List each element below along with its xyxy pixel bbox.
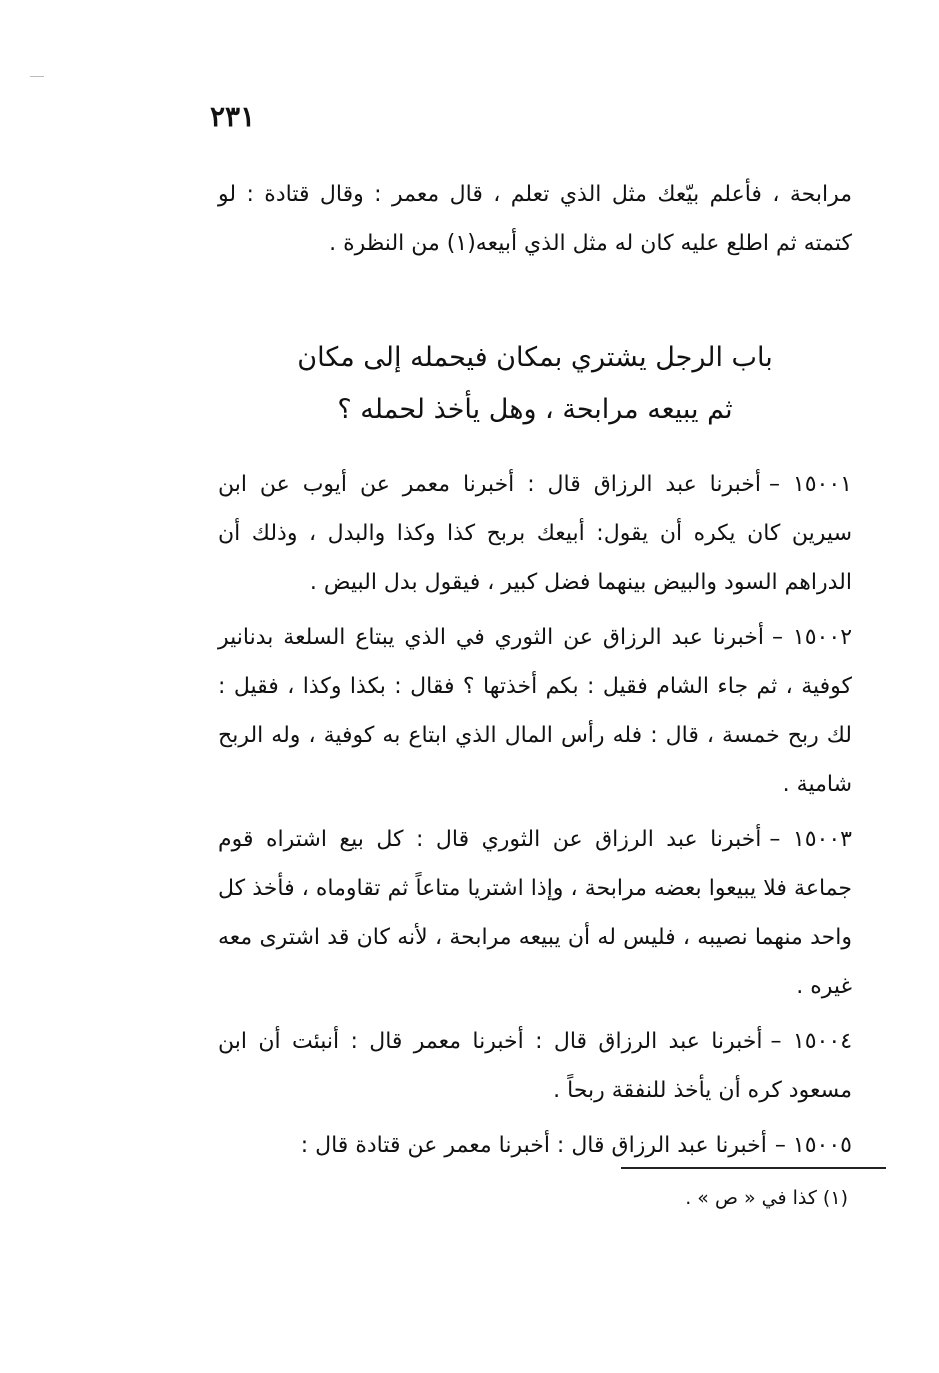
hadith-number: ١٥٠٠٣ – [769,827,852,852]
hadith-text: أخبرنا عبد الرزاق قال : أخبرنا معمر عن أيوب عن ابن سيرين كان يكره أن يقول: أبيعك بربح كذا وكذا والبدل ، وذلك أن الدراهم السود والبيض بينهما فضل كبير ، فيقول بدل البيض . [218,472,852,595]
hadith-entry [218,1121,852,1170]
hadith-number: ١٥٠٠٥ – [774,1133,852,1158]
hadith-number: ١٥٠٠٤ – [770,1029,853,1054]
hadith-entry [218,1017,852,1115]
hadith-text: أخبرنا عبد الرزاق عن الثوري في الذي يبتاع السلعة بدنانير كوفية ، ثم جاء الشام فقيل : بكم أخذتها ؟ فقال : بكذا وكذا ، فقيل : لك ربح خمسة ، قال : فله رأس المال الذي ابتاع به كوفية ، وله الربح شامية . [218,625,852,797]
hadith-number: ١٥٠٠٢ – [772,625,853,650]
chapter-title-line-1: باب الرجل يشتري بمكان فيحمله إلى مكان [297,342,773,373]
scan-mark [30,76,44,77]
hadith-text: أخبرنا عبد الرزاق عن الثوري قال : كل بيع اشتراه قوم جماعة فلا يبيعوا بعضه مرابحة ، وإذا اشتريا متاعاً ثم تقاوماه ، فأخذ كل واحد منهما نصيبه ، فليس له أن يبيعه مرابحة ، لأنه كان قد اشترى معه غيره . [218,827,852,999]
hadith-text: أخبرنا عبد الرزاق قال : أخبرنا معمر عن قتادة قال : [300,1133,767,1158]
hadith-entry [218,613,852,809]
hadith-entry [218,460,852,607]
footnote-divider [621,1167,886,1169]
page-number: ٢٣١ [210,100,256,133]
chapter-title-line-2: ثم يبيعه مرابحة ، وهل يأخذ لحمله ؟ [337,394,733,425]
hadith-number: ١٥٠٠١ – [768,472,852,497]
chapter-title [218,332,852,436]
hadith-entries [218,460,852,1176]
hadith-entry [218,815,852,1011]
footnote: (١) كذا في « ص » . [685,1187,848,1209]
hadith-text: أخبرنا عبد الرزاق قال : أخبرنا معمر قال : أنبئت أن ابن مسعود كره أن يأخذ للنفقة ربحاً . [218,1029,852,1103]
intro-paragraph: مرابحة ، فأعلم بيّعك مثل الذي تعلم ، قال معمر : وقال قتادة : لو كتمته ثم اطلع عليه كان له مثل الذي أبيعه(١) من النظرة . [218,182,852,256]
